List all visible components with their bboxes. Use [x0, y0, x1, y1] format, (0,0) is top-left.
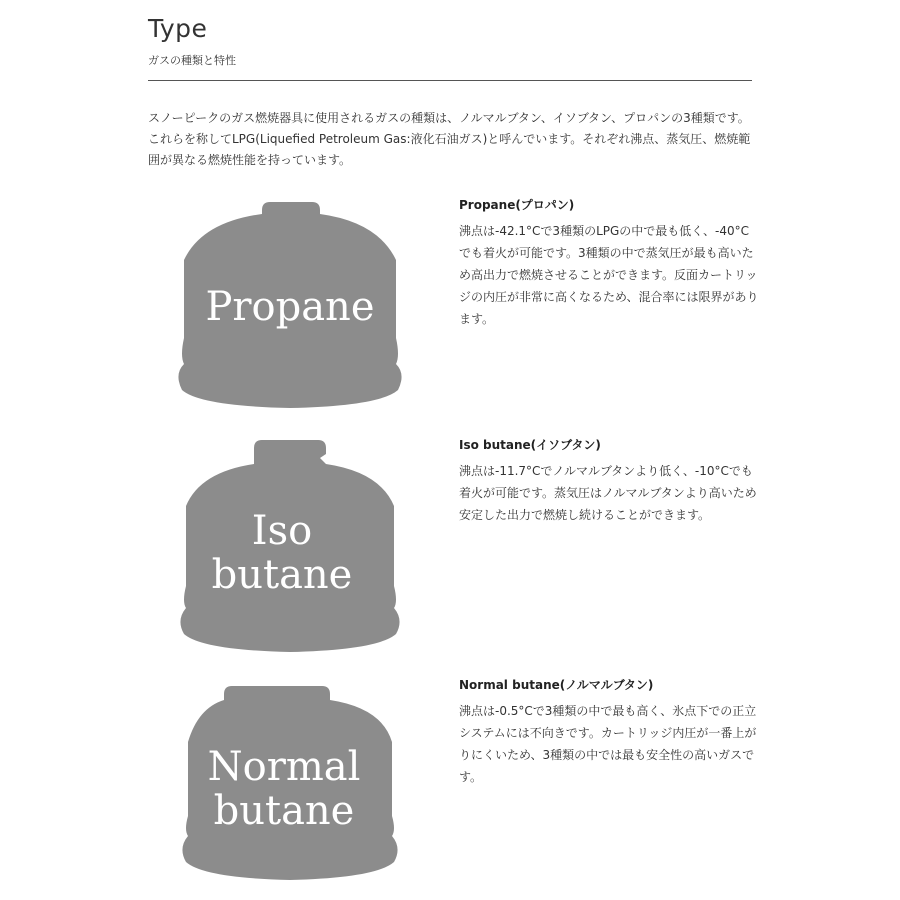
- iso-butane-description: 沸点は-11.7°Cでノルマルブタンより低く、-10°Cでも着火が可能です。蒸気圧はノルマルブタンより高いため安定した出力で燃焼し続けることができます。: [459, 464, 757, 522]
- propane-canister-icon: [170, 188, 410, 418]
- normal-butane-canister-label-line2: butane: [213, 788, 355, 834]
- iso-butane-canister-icon: [170, 428, 410, 658]
- normal-butane-title: Normal butane(ノルマルブタン): [459, 678, 654, 692]
- iso-butane-title: Iso butane(イソブタン): [459, 438, 601, 452]
- page-subtitle: ガスの種類と特性: [148, 54, 236, 67]
- header-divider: [148, 80, 752, 81]
- intro-text: スノーピークのガス燃焼器具に使用されるガスの種類は、ノルマルブタン、イソブタン、プロパンの3種類です。これらを称してLPG(Liquefied Petroleum Gas:液化石油ガス)と呼んでいます。それぞれ沸点、蒸気圧、燃焼範囲が異なる燃焼性能を持っています。: [148, 111, 751, 167]
- propane-title: Propane(プロパン): [459, 198, 575, 212]
- normal-butane-canister-label-line1: Normal: [207, 744, 361, 790]
- iso-butane-canister-label-line1: Iso: [251, 508, 313, 554]
- propane-canister-label: Propane: [205, 284, 375, 330]
- propane-description: 沸点は-42.1°Cで3種類のLPGの中で最も低く、-40°Cでも着火が可能です。3種類の中で蒸気圧が最も高いため高出力で燃焼させることができます。反面カートリッジの内圧が非常に高くなるため、混合率には限界があります。: [459, 224, 759, 326]
- normal-butane-canister-icon: [170, 668, 410, 898]
- page-title: Type: [148, 14, 208, 43]
- iso-butane-canister-label-line2: butane: [211, 552, 353, 598]
- normal-butane-description: 沸点は-0.5°Cで3種類の中で最も高く、氷点下での正立システムには不向きです。カートリッジ内圧が一番上がりにくいため、3種類の中では最も安全性の高いガスです。: [459, 704, 757, 784]
